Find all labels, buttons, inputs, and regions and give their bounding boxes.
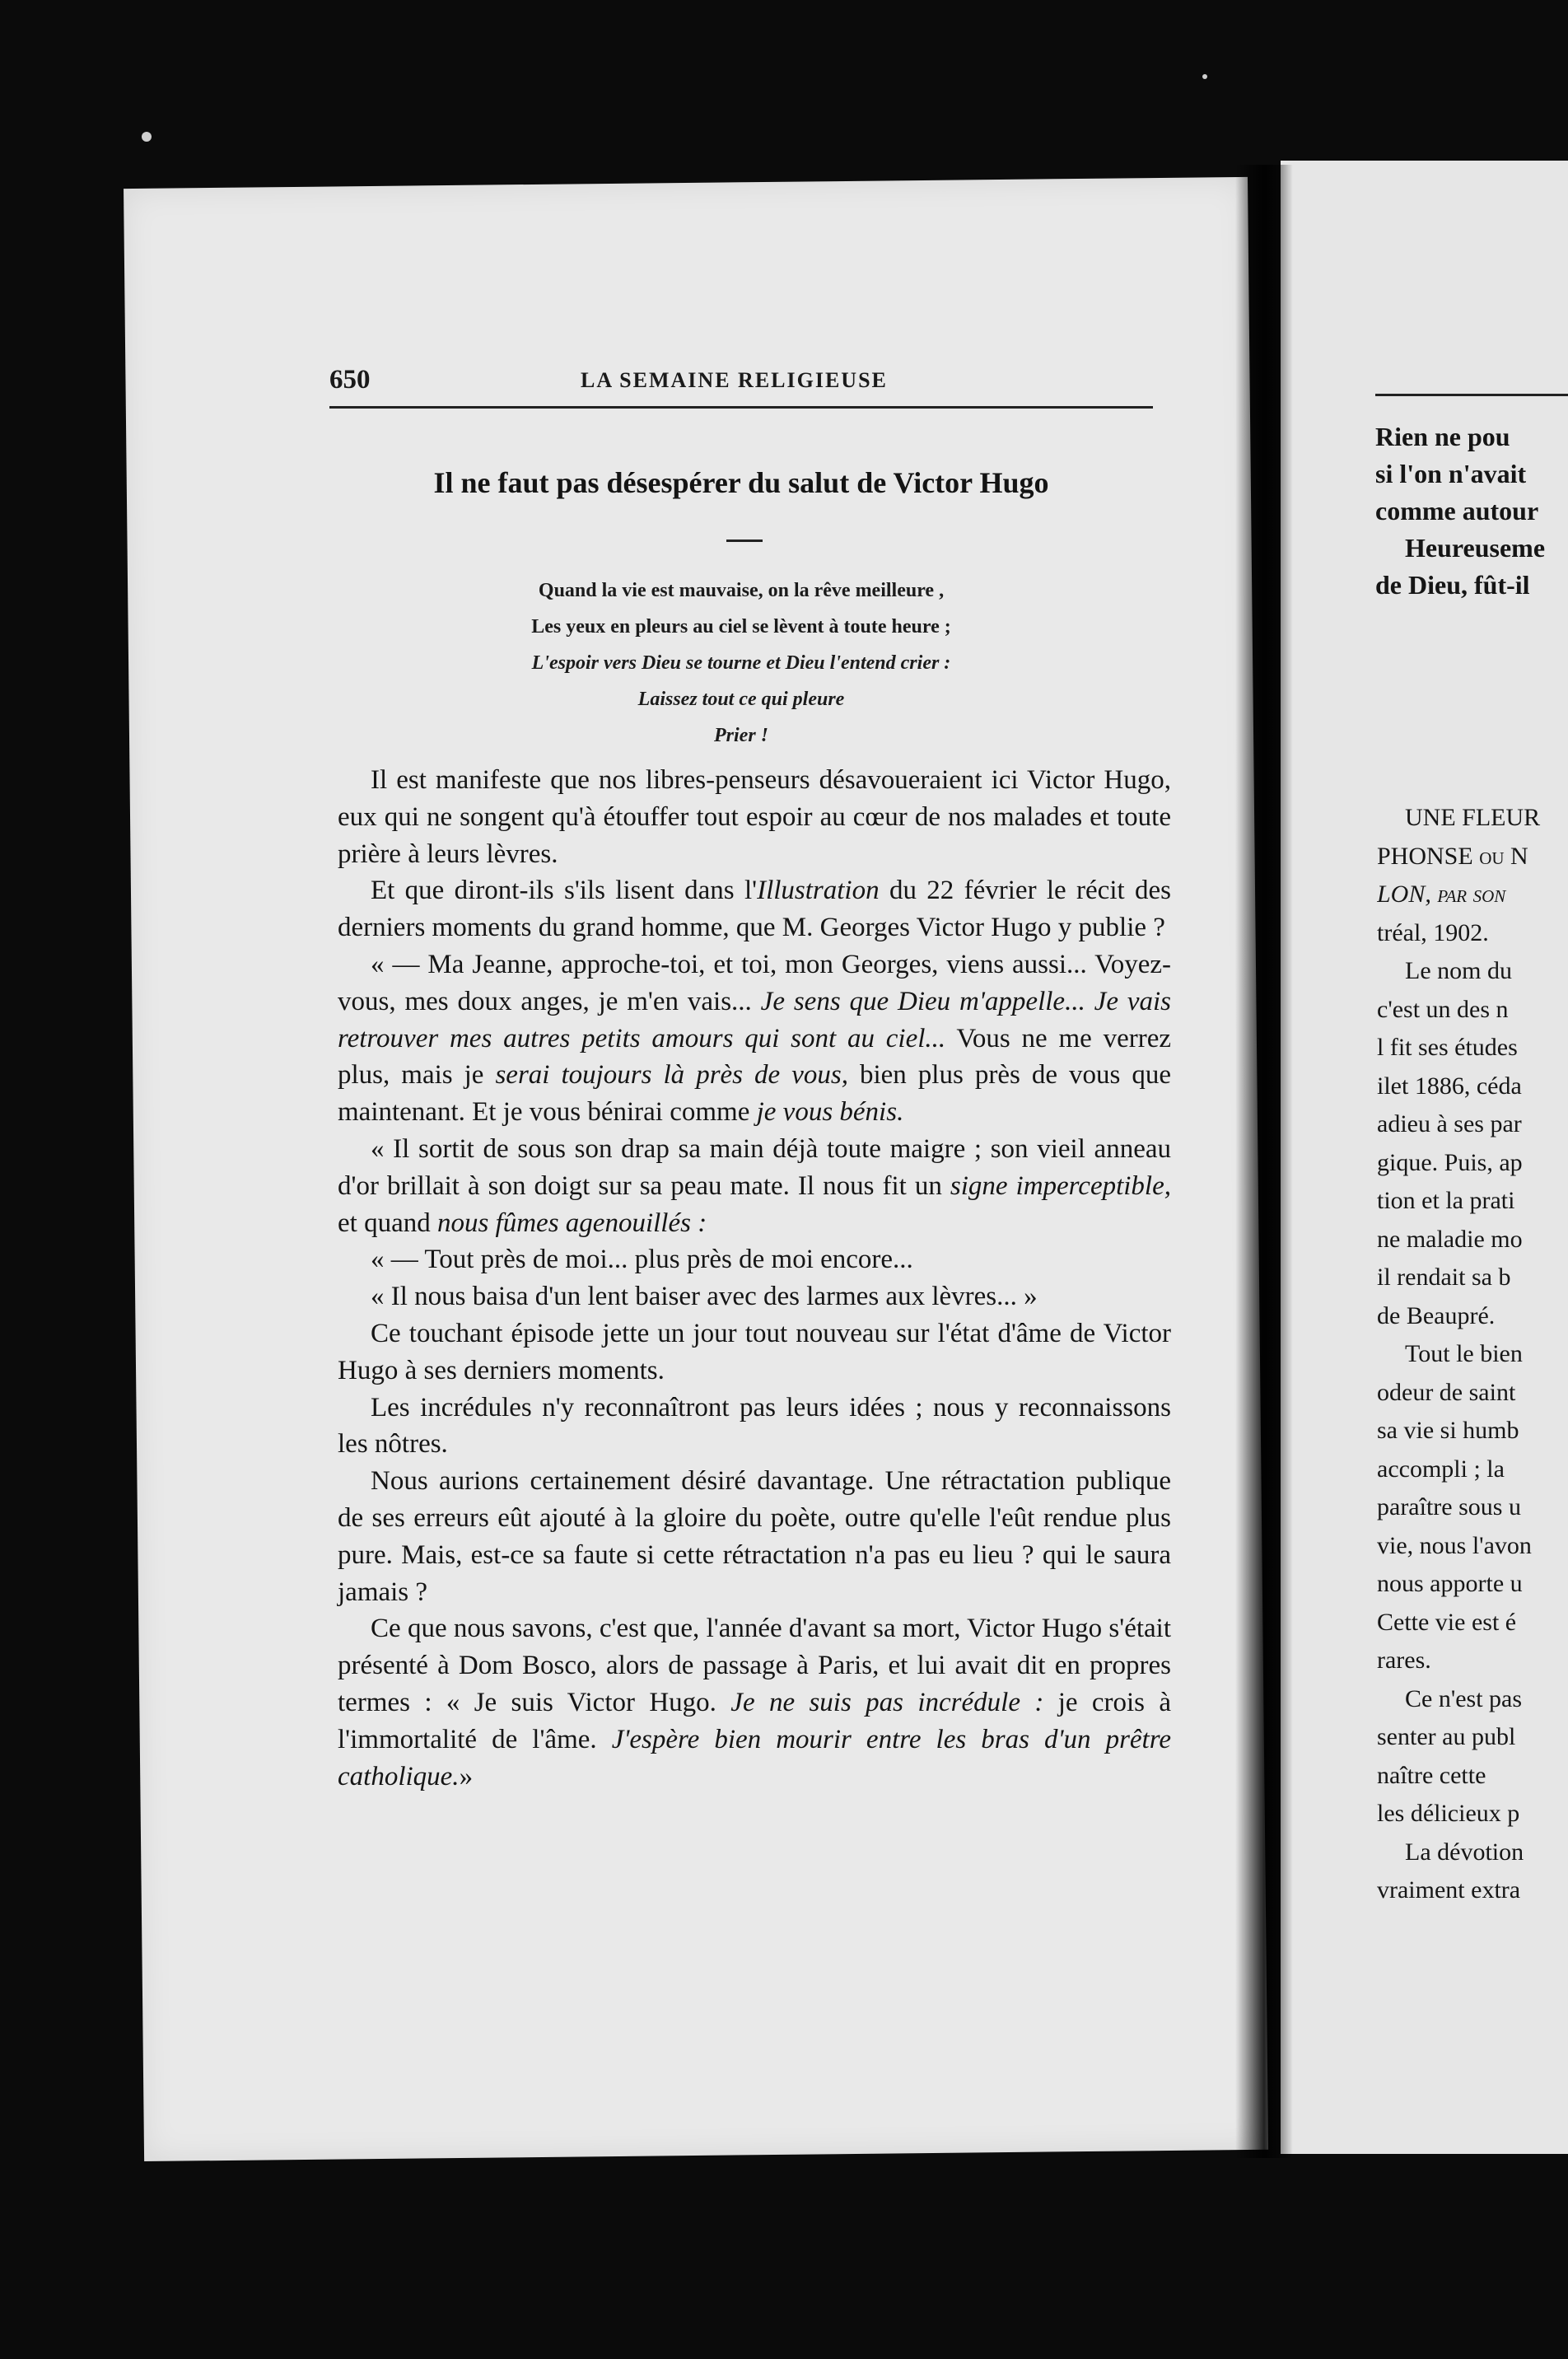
text-line: tion et la prati (1377, 1187, 1515, 1214)
poem-line: Laissez tout ce qui pleure (637, 689, 845, 710)
text-line: Cette vie est é (1377, 1608, 1517, 1636)
text-line: odeur de saint (1377, 1378, 1516, 1406)
poem-line: L'espoir vers Dieu se tourne et Dieu l'entend crier : (531, 652, 951, 674)
running-title: LA SEMAINE RELIGIEUSE (581, 368, 888, 392)
text-line: senter au publ (1377, 1723, 1516, 1750)
text-line: La dévotion (1405, 1838, 1524, 1866)
text-line: les délicieux p (1377, 1800, 1520, 1827)
text-line: paraître sous u (1377, 1493, 1521, 1521)
text-line: ne maladie mo (1377, 1225, 1523, 1253)
text-line: Rien ne pou (1375, 422, 1510, 451)
text-line: tréal, 1902. (1377, 918, 1489, 946)
poem-line: Quand la vie est mauvaise, on la rêve meilleure , (538, 580, 945, 601)
book-gutter (1235, 165, 1293, 2158)
text-line: gique. Puis, ap (1377, 1148, 1523, 1176)
text-line: c'est un des n (1377, 995, 1509, 1023)
text-line: de Dieu, fût-il (1375, 570, 1530, 600)
paragraph: Nous aurions certainement désiré davantage. Une rétractation publique de ses erreurs eût ajouté à la gloire du poète, outre qu'elle l'eût rendue plus pure. Mais, est-ce sa faute si cette rétractation n'a pas eu lieu ? qui le saura jamais ? (338, 1466, 1171, 1607)
text-line: LON, par son (1377, 881, 1506, 908)
text-line: accompli ; la (1377, 1455, 1505, 1483)
text-line: comme autour (1375, 496, 1539, 526)
paragraph: Ce que nous savons, c'est que, l'année d'avant sa mort, Victor Hugo s'était présenté à Dom Bosco, alors de passage à Paris, et lui avait dit en propres termes : « Je suis Victor Hugo. Je ne suis pas incrédule : je crois à l'immortalité de l'âme. J'espère bien mourir entre les bras d'un prêtre catholique.» (338, 1614, 1172, 1791)
article-body (338, 762, 1171, 1795)
scan-speck (1202, 74, 1207, 79)
poem-line: Prier ! (714, 725, 768, 746)
text-line: ilet 1886, céda (1377, 1072, 1522, 1100)
paragraph: « Il nous baisa d'un lent baiser avec des larmes aux lèvres... » (371, 1282, 1038, 1312)
page-number: 650 (329, 365, 371, 395)
text-line: si l'on n'avait (1375, 459, 1527, 488)
text-line: il rendait sa b (1377, 1264, 1511, 1291)
text-line: Ce n'est pas (1405, 1684, 1523, 1712)
text-line: vie, nous l'avon (1377, 1531, 1532, 1559)
paragraph: Et que diront-ils s'ils lisent dans l'Illustration du 22 février le récit des derniers moments du grand homme, que M. Georges Victor Hugo y publie ? (338, 876, 1171, 943)
text-line: rares. (1377, 1647, 1431, 1674)
scan-speck (142, 132, 152, 142)
running-header (329, 350, 1153, 408)
text-line: UNE FLEUR (1405, 804, 1541, 831)
text-line: PHONSE ou N (1377, 842, 1528, 870)
paragraph: Ce touchant épisode jette un jour tout nouveau sur l'état d'âme de Victor Hugo à ses derniers moments. (338, 1318, 1171, 1385)
text-line: Heureuseme (1405, 533, 1546, 563)
right-header-rule (1375, 394, 1568, 396)
poem-line: Les yeux en pleurs au ciel se lèvent à toute heure ; (531, 616, 951, 638)
paragraph: Les incrédules n'y reconnaîtront pas leurs idées ; nous y reconnaissons les nôtres. (338, 1392, 1171, 1460)
text-line: Tout le bien (1405, 1340, 1523, 1367)
right-page-lower-text (1377, 799, 1568, 1910)
text-line: vraiment extra (1377, 1876, 1521, 1904)
text-line: Le nom du (1405, 957, 1512, 984)
text-line: l fit ses études (1377, 1034, 1518, 1061)
paragraph: « Il sortit de sous son drap sa main déjà toute maigre ; son vieil anneau d'or brillait à son doigt sur sa peau mate. Il nous fit un signe imperceptible, et quand nous fûmes agenouillés : (338, 1133, 1172, 1238)
text-line: de Beaupré. (1377, 1301, 1496, 1329)
paragraph: Il est manifeste que nos libres-penseurs désavoueraient ici Victor Hugo, eux qui ne songent qu'à étouffer tout espoir au cœur de nos malades et toute prière à leurs lèvres. (338, 765, 1171, 869)
text-line: sa vie si humb (1377, 1417, 1519, 1444)
right-page-top-text (1375, 418, 1568, 604)
epigraph-poem (329, 572, 1153, 754)
text-line: adieu à ses par (1377, 1110, 1522, 1137)
title-separator (726, 540, 763, 542)
paragraph: « — Tout près de moi... plus près de moi encore... (371, 1245, 913, 1275)
header-rule (329, 406, 1153, 409)
paragraph: « — Ma Jeanne, approche-toi, et toi, mon Georges, viens aussi... Voyez-vous, mes doux anges, je m'en vais... Je sens que Dieu m'appelle... Je vais retrouver mes autres petits amours qui sont au ciel... Vous ne me verrez plus, mais je serai toujours là près de vous, bien plus près de vous que maintenant. Et je vous bénirai comme je vous bénis. (338, 949, 1171, 1128)
text-line: nous apporte u (1377, 1570, 1523, 1597)
text-line: naître cette (1377, 1761, 1486, 1789)
article-title: Il ne faut pas désespérer du salut de Victor Hugo (433, 466, 1049, 499)
